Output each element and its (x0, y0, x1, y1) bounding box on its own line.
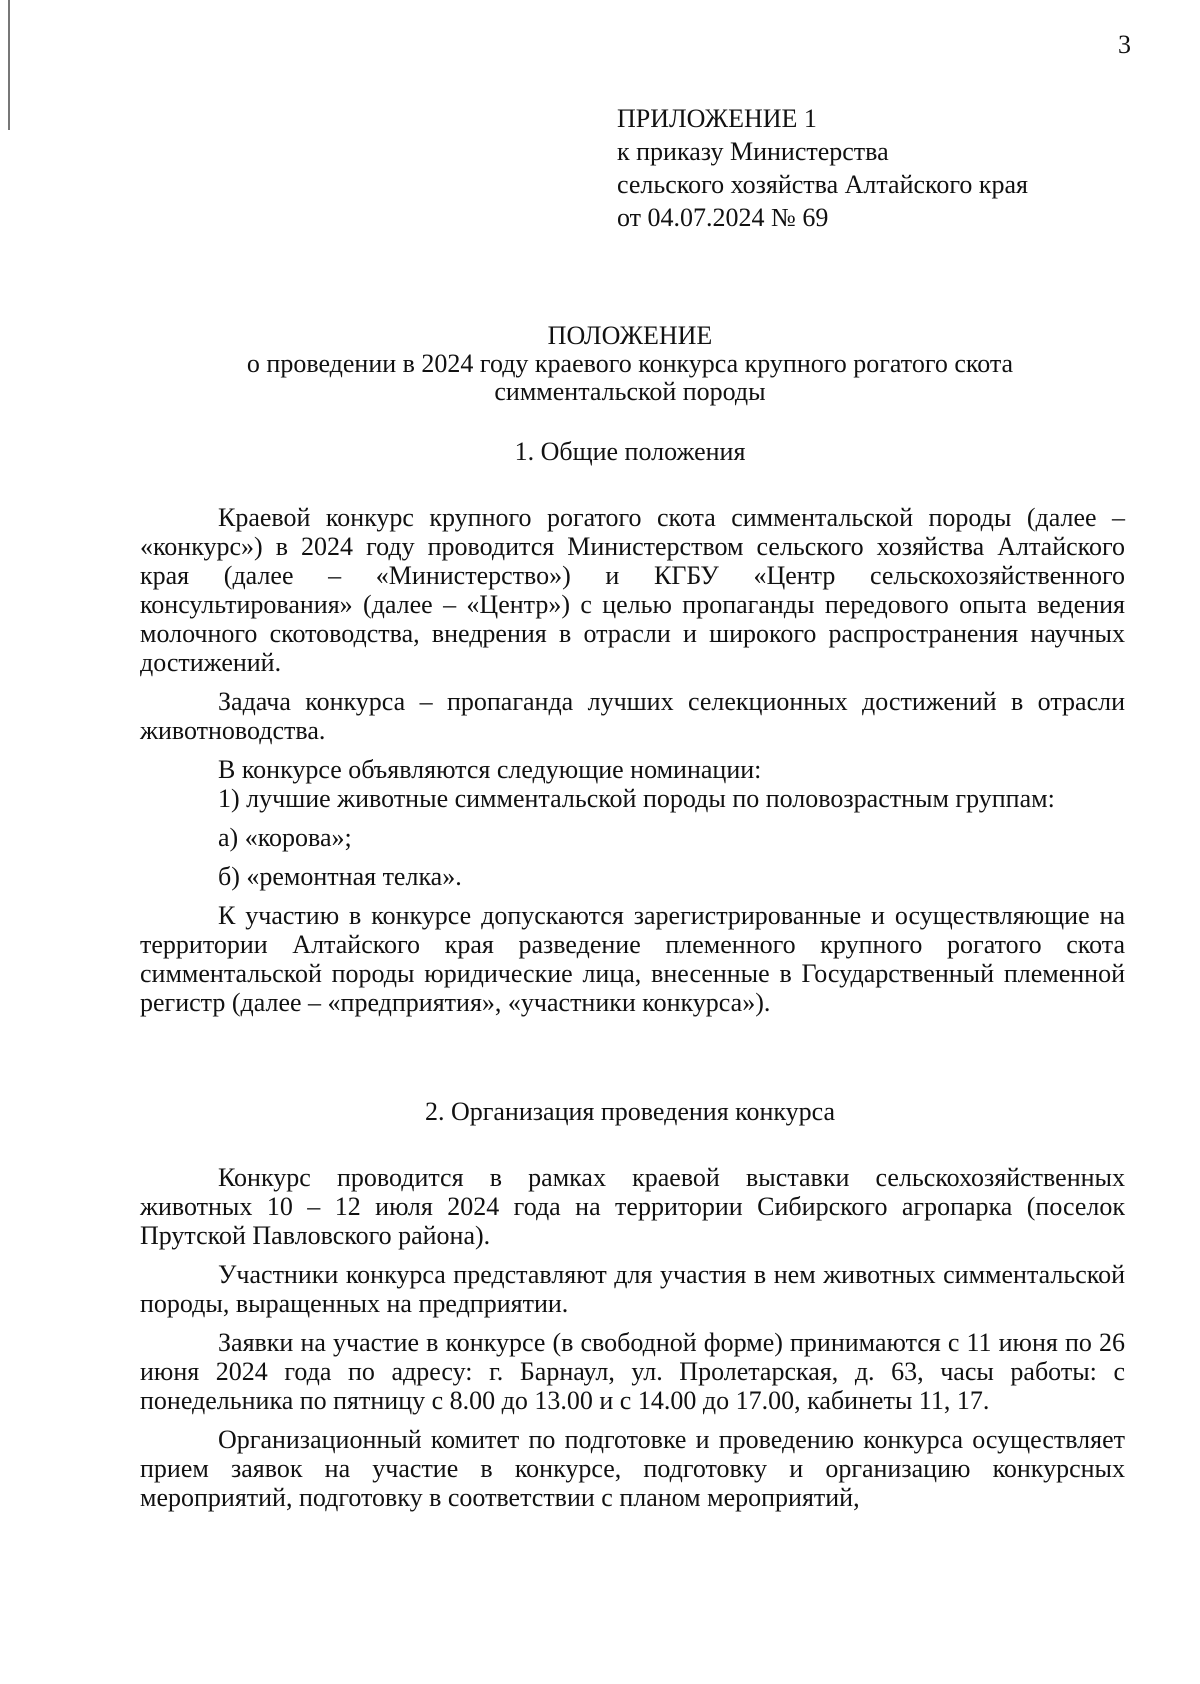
appendix-block (617, 102, 1028, 234)
appendix-line: к приказу Министерства (617, 137, 889, 166)
paragraph: В конкурсе объявляются следующие номинации: (218, 755, 762, 784)
list-item: а) «корова»; (218, 823, 352, 852)
paragraph: Участники конкурса представляют для участия в нем животных симментальской породы, выращенных на предприятии. (140, 1260, 1125, 1318)
section-2-heading: 2. Организация проведения конкурса (424, 1097, 836, 1126)
section-2-body (140, 1163, 1125, 1512)
section-1-heading: 1. Общие положения (514, 437, 746, 466)
paragraph: Конкурс проводится в рамках краевой выставки сельскохозяйственных животных 10 – 12 июля 2024 года на территории Сибирского агропарка (поселок Прутской Павловского района). (140, 1163, 1125, 1250)
paragraph: Заявки на участие в конкурсе (в свободной форме) принимаются с 11 июня по 26 июня 2024 года по адресу: г. Барнаул, ул. Пролетарская, д. 63, часы работы: с понедельника по пятницу с 8.00 до 13.00 и с 14.00 до 17.00, кабинеты 11, 17. (140, 1328, 1125, 1415)
document-title-line: симментальской породы (494, 377, 766, 406)
page-number: 3 (1118, 30, 1131, 59)
paragraph: Задача конкурса – пропаганда лучших селекционных достижений в отрасли животноводства. (140, 687, 1125, 745)
appendix-line: сельского хозяйства Алтайского края (617, 170, 1029, 199)
paragraph: Организационный комитет по подготовке и проведению конкурса осуществляет прием заявок на участие в конкурсе, подготовку и организацию конкурсных мероприятий, подготовку в соответствии с планом мероприятий, (140, 1425, 1125, 1512)
section-1-body (140, 503, 1125, 1017)
scan-edge-line (8, 0, 10, 130)
paragraph: 1) лучшие животные симментальской породы по половозрастным группам: (218, 784, 1055, 813)
document-title (150, 322, 1110, 406)
appendix-line: от 04.07.2024 № 69 (617, 203, 829, 232)
document-title-line: о проведении в 2024 году краевого конкурса крупного рогатого скота (246, 349, 1014, 378)
paragraph: Краевой конкурс крупного рогатого скота симментальской породы (далее – «конкурс») в 2024 году проводится Министерством сельского хозяйства Алтайского края (далее – «Министерство») и КГБУ «Центр сельскохозяйственного консультирования» (далее – «Центр») с целью пропаганды передового опыта ведения молочного скотоводства, внедрения в отрасли и широкого распространения научных достижений. (140, 503, 1125, 677)
paragraph: К участию в конкурсе допускаются зарегистрированные и осуществляющие на территории Алтайского края разведение племенного крупного рогатого скота симментальской породы юридические лица, внесенные в Государственный племенной регистр (далее – «предприятия», «участники конкурса»). (140, 901, 1125, 1017)
appendix-title: ПРИЛОЖЕНИЕ 1 (617, 104, 817, 133)
document-title-main: ПОЛОЖЕНИЕ (547, 321, 713, 350)
list-item: б) «ремонтная телка». (218, 862, 462, 891)
